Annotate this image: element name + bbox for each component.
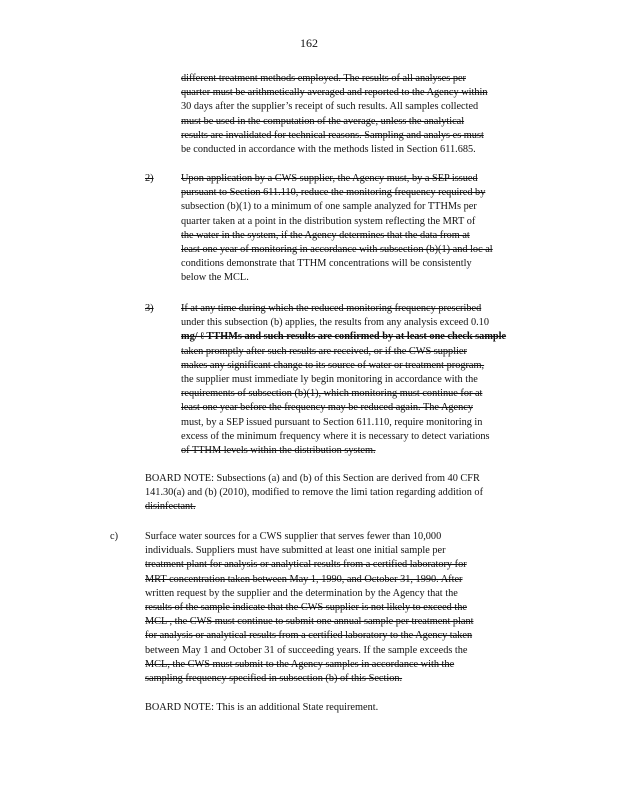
- item-c-marker: c): [110, 531, 118, 542]
- text-line: subsection (b)(1) to a minimum of one sample analyzed for TTHMs per: [181, 201, 477, 213]
- text-line: be conducted in accordance with the methods listed in Section 611.685.: [181, 144, 476, 156]
- text-line: quarter taken at a point in the distribution system reflecting the MRT of: [181, 215, 476, 227]
- page-number: 162: [300, 36, 318, 50]
- text-line: under this subsection (b) applies, the results from any analysis exceed 0.10: [181, 317, 489, 329]
- text-line: excess of the minimum frequency where it is necessary to detect variations: [181, 430, 490, 442]
- text-line: least one year before the frequency may be reduced again. The Agency: [181, 402, 473, 414]
- text-line: results of the sample indicate that the CWS supplier is not likely to exceed the: [145, 602, 467, 614]
- text-line: of TTHM levels within the distribution system.: [181, 445, 376, 457]
- text-line: 30 days after the supplier’s receipt of such results. All samples collected: [181, 101, 479, 113]
- text-line: the supplier must immediate ly begin monitoring in accordance with the: [181, 374, 478, 386]
- item-2-marker: 2): [145, 173, 154, 184]
- text-line: Upon application by a CWS supplier, the Agency must, by a SEP issued: [181, 173, 478, 184]
- text-line: conditions demonstrate that TTHM concentrations will be consistently: [181, 258, 472, 270]
- continued-paragraph: [181, 72, 538, 157]
- text-line: must, by a SEP issued pursuant to Section 611.110, require monitoring in: [181, 416, 483, 428]
- item-2-paragraph: [181, 172, 538, 286]
- text-line: If at any time during which the reduced monitoring frequency prescribed: [181, 303, 482, 314]
- text-line: MRT concentration taken between May 1, 1990, and October 31, 1990. After: [145, 573, 463, 585]
- text-line: disinfectant.: [145, 501, 196, 513]
- text-line: BOARD NOTE: This is an additional State requirement.: [145, 702, 379, 713]
- text-line: sampling frequency specified in subsection (b) of this Section.: [145, 673, 403, 685]
- text-line: the water in the system, if the Agency determines that the data from at: [181, 229, 470, 241]
- text-line: treatment plant for analysis or analytical results from a certified laboratory for: [145, 559, 467, 571]
- text-line: for analysis or analytical results from a certified laboratory to the Agency taken: [145, 630, 473, 642]
- text-line: individuals. Suppliers must have submitted at least one initial sample per: [145, 545, 446, 557]
- board-note-1: [145, 472, 538, 515]
- text-line: different treatment methods employed. The results of all analyses per: [181, 73, 466, 84]
- text-line: pursuant to Section 611.110, reduce the monitoring frequency required by: [181, 187, 486, 199]
- text-line: requirements of subsection (b)(1), which monitoring must continue for at: [181, 388, 483, 400]
- text-line: least one year of monitoring in accordance with subsection (b)(1) and loc al: [181, 244, 493, 256]
- text-line: MCL , the CWS must continue to submit one annual sample per treatment plant: [145, 616, 474, 628]
- board-note-2: [145, 701, 538, 715]
- text-line: 141.30(a) and (b) (2010), modified to remove the limi tation regarding addition of: [145, 487, 483, 499]
- text-line: must be used in the computation of the average, unless the analytical: [181, 115, 465, 127]
- text-line: quarter must be arithmetically averaged and reported to the Agency within: [181, 87, 488, 99]
- text-line: mg/ ℓ TTHMs and such results are confirmed by at least one check sample: [181, 331, 507, 343]
- text-line: written request by the supplier and the determination by the Agency that the: [145, 587, 458, 599]
- text-line: MCL, the CWS must submit to the Agency samples in accordance with the: [145, 658, 455, 670]
- item-3-paragraph: [181, 302, 538, 458]
- text-line: taken promptly after such results are received, or if the CWS supplier: [181, 345, 467, 357]
- text-line: makes any significant change to its source of water or treatment program,: [181, 359, 485, 371]
- text-line: Surface water sources for a CWS supplier that serves fewer than 10,000: [145, 531, 442, 542]
- item-c-paragraph: [145, 530, 538, 686]
- text-line: between May 1 and October 31 of succeeding years. If the sample exceeds the: [145, 644, 468, 656]
- text-line: results are invalidated for technical reasons. Sampling and analys es must: [181, 129, 484, 141]
- item-3-marker: 3): [145, 303, 154, 314]
- text-line: below the MCL.: [181, 272, 249, 284]
- text-line: BOARD NOTE: Subsections (a) and (b) of this Section are derived from 40 CFR: [145, 473, 480, 484]
